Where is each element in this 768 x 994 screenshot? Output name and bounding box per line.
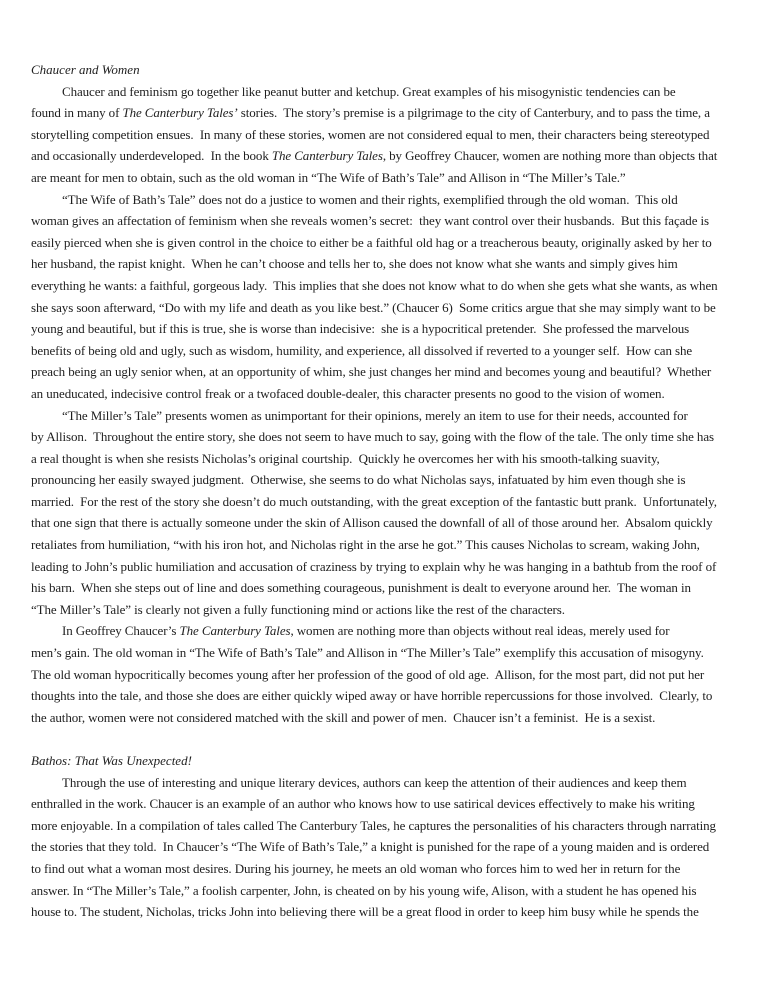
text-line bbox=[31, 772, 751, 794]
text-line bbox=[31, 253, 751, 275]
text-line bbox=[31, 685, 751, 707]
text-segment: stories. The story’s premise is a pilgrimage to the city of Canterbury, and to pass the time, a bbox=[237, 105, 710, 121]
italic-title: The Canterbury Tales’ bbox=[122, 105, 238, 121]
text-segment: thoughts into the tale, and those she does are either quickly wiped away or have horrible repercussions for those involved. Clearly, to bbox=[31, 688, 713, 704]
text-line bbox=[31, 836, 751, 858]
text-segment: Chaucer and feminism go together like peanut butter and ketchup. Great examples of his misogynistic tendencies can be bbox=[62, 83, 676, 99]
text-line bbox=[31, 124, 751, 146]
text-line bbox=[31, 642, 751, 664]
text-segment: enthralled in the work. Chaucer is an example of an author who knows how to use satirical devices effectively to make his writing bbox=[31, 796, 695, 812]
text-line bbox=[31, 815, 751, 837]
text-segment: are meant for men to obtain, such as the old woman in “The Wife of Bath’s Tale” and Allison in “The Miller’s Tale.” bbox=[31, 169, 626, 185]
text-segment: “The Miller’s Tale” is clearly not given a fully functioning mind or actions like the rest of the characters. bbox=[31, 601, 565, 617]
text-segment: “The Wife of Bath’s Tale” does not do a justice to women and their rights, exemplified through the old woman. This old bbox=[62, 191, 678, 207]
text-line bbox=[31, 556, 751, 578]
text-segment: she says soon afterward, “Do with my life and death as you like best.” (Chaucer 6) Some critics argue that she may simply want to be bbox=[31, 299, 716, 315]
text-line bbox=[31, 880, 751, 902]
text-segment: easily pierced when she is given control in the choice to either be a faithful old hag or a treacherous beauty, originally asked by her to bbox=[31, 234, 712, 250]
text-line bbox=[31, 793, 751, 815]
text-segment: men’s gain. The old woman in “The Wife of Bath’s Tale” and Allison in “The Miller’s Tale” exemplify this accusation of misogyny. bbox=[31, 645, 704, 661]
text-line bbox=[31, 275, 751, 297]
text-line bbox=[31, 901, 751, 923]
text-segment: answer. In “The Miller’s Tale,” a foolish carpenter, John, is cheated on by his young wife, Alison, with a student he has opened his bbox=[31, 882, 697, 898]
text-segment: house to. The student, Nicholas, tricks John into believing there will be a great flood in order to keep him busy while he spends the bbox=[31, 904, 699, 920]
text-segment: to find out what a woman most desires. During his journey, he meets an old woman who forces him to wed her in return for the bbox=[31, 860, 681, 876]
text-segment: pronouncing her easily swayed judgment. Otherwise, she seems to do what Nicholas says, infatuated by him even though she is bbox=[31, 472, 686, 488]
section-heading: Bathos: That Was Unexpected! bbox=[31, 753, 192, 768]
text-line bbox=[31, 707, 751, 729]
paragraph bbox=[31, 81, 751, 189]
text-line bbox=[31, 491, 751, 513]
text-segment: the author, women were not considered matched with the skill and power of men. Chaucer isn’t a feminist. He is a sexist. bbox=[31, 709, 656, 725]
text-segment: found in many of bbox=[31, 105, 123, 121]
text-line bbox=[31, 577, 751, 599]
text-line bbox=[31, 318, 751, 340]
text-segment: leading to John’s public humiliation and accusation of craziness by trying to explain why he was hanging in a bathtub from the roof of bbox=[31, 558, 717, 574]
text-segment: , women are nothing more than objects without real ideas, merely used for bbox=[290, 623, 670, 639]
text-line bbox=[31, 340, 751, 362]
text-segment: the stories that they told. In Chaucer’s “The Wife of Bath’s Tale,” a knight is punished for the rape of a young maiden and is ordered bbox=[31, 839, 710, 855]
text-segment: married. For the rest of the story she doesn’t do much outstanding, with the great exception of the fantastic butt prank. Unfortunately, bbox=[31, 493, 717, 509]
text-segment: storytelling competition ensues. In many of these stories, women are not considered equal to men, their characters being stereotyped bbox=[31, 126, 710, 142]
section-heading: Chaucer and Women bbox=[31, 62, 140, 77]
italic-title: The Canterbury Tales bbox=[271, 148, 383, 164]
text-line bbox=[31, 620, 751, 642]
paragraph bbox=[31, 772, 751, 923]
text-line bbox=[31, 232, 751, 254]
text-line bbox=[31, 145, 751, 167]
text-segment: In Geoffrey Chaucer’s bbox=[62, 623, 180, 639]
text-line bbox=[31, 405, 751, 427]
text-segment: her husband, the rapist knight. When he can’t choose and tells her to, she does not know what she wants and simply gives him bbox=[31, 256, 678, 272]
text-line bbox=[31, 210, 751, 232]
text-segment: more enjoyable. In a compilation of tales called The Canterbury Tales, he captures the personalities of his characters through narrating bbox=[31, 817, 716, 833]
text-line bbox=[31, 426, 751, 448]
text-segment: a real thought is when she resists Nicholas’s original courtship. Quickly he overcomes her with his smooth-talking suavity, bbox=[31, 450, 660, 466]
text-line bbox=[31, 858, 751, 880]
text-line bbox=[31, 448, 751, 470]
text-line bbox=[31, 599, 751, 621]
text-line bbox=[31, 664, 751, 686]
text-segment: young and beautiful, but if this is true, she is worse than indecisive: she is a hypocritical pretender. She professed the marvelous bbox=[31, 321, 690, 337]
italic-title: The Canterbury Tales bbox=[179, 623, 291, 639]
text-segment: The old woman hypocritically becomes young after her profession of the good of old age. Allison, for the most part, did not put her bbox=[31, 666, 705, 682]
text-line bbox=[31, 102, 751, 124]
text-segment: by Allison. Throughout the entire story, she does not seem to have much to say, going with the flow of the tale. The only time she has bbox=[31, 429, 714, 445]
text-segment: woman gives an affectation of feminism when she reveals women’s secret: they want control over their husbands. But this façade is bbox=[31, 213, 709, 229]
text-segment: preach being an ugly senior when, at an opportunity of whim, she just changes her mind and becomes young and beautiful? Whether bbox=[31, 364, 712, 380]
text-segment: an uneducated, indecisive control freak or a twofaced double-dealer, this character presents no good to the vision of women. bbox=[31, 385, 665, 401]
section-spacer bbox=[31, 728, 751, 750]
paragraph bbox=[31, 405, 751, 621]
text-line bbox=[31, 512, 751, 534]
text-segment: his barn. When she steps out of line and does something courageous, punishment is dealt to everyone around her. The woman in bbox=[31, 580, 691, 596]
text-line bbox=[31, 361, 751, 383]
text-line bbox=[31, 469, 751, 491]
text-segment: Through the use of interesting and unique literary devices, authors can keep the attention of their audiences and keep them bbox=[62, 774, 687, 790]
text-line bbox=[31, 383, 751, 405]
text-line bbox=[31, 297, 751, 319]
text-segment: everything he wants: a faithful, gorgeous lady. This implies that she does not know what to do when she gets what she wants, as when bbox=[31, 277, 718, 293]
text-segment: benefits of being old and ugly, such as wisdom, humility, and experience, all dissolved if reverted to a younger self. How can she bbox=[31, 342, 693, 358]
text-line bbox=[31, 189, 751, 211]
text-line bbox=[31, 81, 751, 103]
paragraph bbox=[31, 189, 751, 405]
paragraph bbox=[31, 620, 751, 728]
text-line bbox=[31, 167, 751, 189]
text-line bbox=[31, 534, 751, 556]
text-segment: that one sign that there is actually someone under the skin of Allison caused the downfall of all of those around her. Absalom quickly bbox=[31, 515, 713, 531]
text-segment: , by Geoffrey Chaucer, women are nothing more than objects that bbox=[382, 148, 718, 164]
text-segment: “The Miller’s Tale” presents women as unimportant for their opinions, merely an item to use for their needs, accounted for bbox=[62, 407, 688, 423]
text-segment: retaliates from humiliation, “with his iron hot, and Nicholas right in the arse he got.” This causes Nicholas to scream, waking John, bbox=[31, 537, 700, 553]
text-segment: and occasionally underdeveloped. In the book bbox=[31, 148, 272, 164]
document-page bbox=[31, 59, 751, 923]
